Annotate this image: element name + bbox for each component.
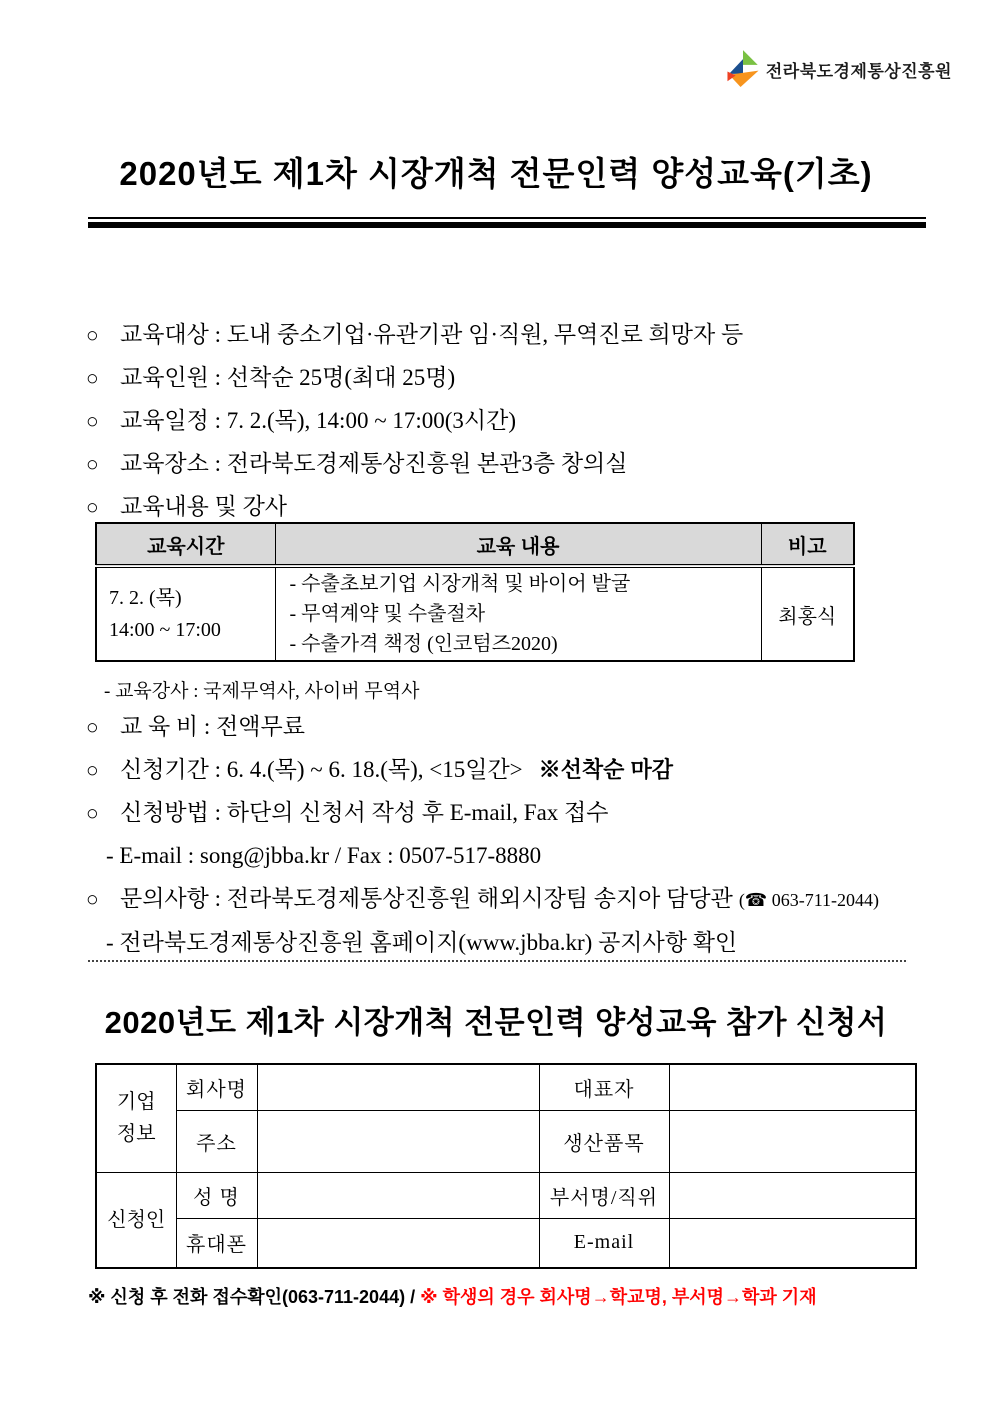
list-item-target — [86, 320, 743, 350]
name-input-cell — [257, 1172, 539, 1218]
bullet-icon: ○ — [86, 409, 99, 433]
email-fax-text: - E-mail : song@jbba.kr / Fax : 0507-517-8880 — [106, 843, 542, 868]
notice-detail-list — [86, 712, 879, 971]
mobile-input-cell — [257, 1218, 539, 1268]
application-form-table — [95, 1063, 917, 1269]
application-title: 2020년도 제1차 시장개척 전문인력 양성교육 참가 신청서 — [104, 1005, 888, 1040]
bullet-icon: ○ — [86, 801, 99, 825]
bullet-icon: ○ — [86, 887, 99, 911]
address-input-cell — [257, 1110, 539, 1172]
name-label: 성 명 — [176, 1172, 257, 1218]
notice-info-list — [86, 320, 743, 535]
period-deadline-text: ※선착순 마감 — [538, 757, 674, 782]
product-label: 생산품목 — [539, 1110, 669, 1172]
course-time-line2: 14:00 ~ 17:00 — [109, 619, 221, 641]
mobile-label: 휴대폰 — [176, 1218, 257, 1268]
course-table-header-row — [96, 523, 854, 566]
title-double-rule — [88, 217, 926, 228]
contact-text: 문의사항 : 전라북도경제통상진흥원 해외시장팀 송지아 담당관 — [120, 886, 733, 911]
course-header-note: 비고 — [761, 523, 854, 566]
fee-text: 교 육 비 : 전액무료 — [120, 714, 305, 739]
bullet-icon: ○ — [86, 366, 99, 390]
list-subitem-email-fax — [86, 841, 879, 871]
course-table — [95, 522, 855, 662]
schedule-text: 교육일정 : 7. 2.(목), 14:00 ~ 17:00(3시간) — [120, 408, 517, 433]
list-item-location — [86, 449, 743, 479]
ceo-input-cell — [669, 1064, 916, 1110]
dept-input-cell — [669, 1172, 916, 1218]
instructor-note: - 교육강사 : 국제무역사, 사이버 무역사 — [104, 681, 420, 702]
target-text: 교육대상 : 도내 중소기업·유관기관 임·직원, 무역진로 희망자 등 — [120, 322, 744, 347]
course-content-line1: - 수출초보기업 시장개척 및 바이어 발굴 — [289, 573, 631, 595]
form-row-mobile — [96, 1218, 916, 1268]
product-input-cell — [669, 1110, 916, 1172]
contents-text: 교육내용 및 강사 — [120, 494, 288, 519]
period-text: 신청기간 : 6. 4.(목) ~ 6. 18.(목), <15일간> — [120, 757, 523, 782]
footnote-red-text: ※ 학생의 경우 회사명→학교명, 부서명→학과 기재 — [420, 1287, 817, 1307]
notice-title: 2020년도 제1차 시장개척 전문인력 양성교육(기초) — [119, 155, 873, 192]
group-company-line1: 기업 — [116, 1091, 156, 1114]
course-header-time: 교육시간 — [96, 523, 275, 566]
company-name-input-cell — [257, 1064, 539, 1110]
contact-phone-text: (☎ 063-711-2044) — [738, 890, 880, 910]
list-item-contents — [86, 492, 743, 522]
email-input-cell — [669, 1218, 916, 1268]
bullet-icon: ○ — [86, 323, 99, 347]
course-content-line3: - 수출가격 책정 (인코텀즈2020) — [289, 633, 558, 655]
org-logo-icon — [725, 48, 761, 90]
address-label: 주소 — [176, 1110, 257, 1172]
bullet-icon: ○ — [86, 495, 99, 519]
company-name-label: 회사명 — [176, 1064, 257, 1110]
form-footnote — [88, 1283, 817, 1309]
location-text: 교육장소 : 전라북도경제통상진흥원 본관3층 창의실 — [120, 451, 628, 476]
course-table-row — [96, 566, 854, 661]
org-logo — [725, 48, 952, 90]
list-item-contact — [86, 884, 879, 915]
email-label: E-mail — [539, 1218, 669, 1268]
form-row-name — [96, 1172, 916, 1218]
dotted-separator — [88, 960, 906, 962]
list-item-fee — [86, 712, 879, 742]
bullet-icon: ○ — [86, 715, 99, 739]
form-row-address — [96, 1110, 916, 1172]
course-note-cell: 최홍식 — [761, 566, 854, 661]
ceo-label: 대표자 — [539, 1064, 669, 1110]
capacity-text: 교육인원 : 선착순 25명(최대 25명) — [120, 365, 456, 390]
form-row-company — [96, 1064, 916, 1110]
bullet-icon: ○ — [86, 452, 99, 476]
dept-label: 부서명/직위 — [539, 1172, 669, 1218]
list-subitem-homepage — [86, 928, 879, 958]
homepage-text: - 전라북도경제통상진흥원 홈페이지(www.jbba.kr) 공지사항 확인 — [106, 930, 738, 955]
group-company-line2: 정보 — [116, 1123, 156, 1146]
list-item-period — [86, 755, 879, 785]
org-logo-text: 전라북도경제통상진흥원 — [765, 61, 952, 81]
course-content-line2: - 무역계약 및 수출절차 — [289, 603, 486, 625]
list-item-schedule — [86, 406, 743, 436]
list-item-method — [86, 798, 879, 828]
footnote-black-text: ※ 신청 후 전화 접수확인(063-711-2044) / — [88, 1287, 421, 1307]
form-group-company-info — [96, 1064, 176, 1172]
form-group-applicant: 신청인 — [96, 1172, 176, 1268]
course-time-cell — [96, 566, 275, 661]
list-item-capacity — [86, 363, 743, 393]
method-text: 신청방법 : 하단의 신청서 작성 후 E-mail, Fax 접수 — [120, 800, 609, 825]
course-content-cell — [275, 566, 761, 661]
course-time-line1: 7. 2. (목) — [109, 587, 182, 609]
bullet-icon: ○ — [86, 758, 99, 782]
course-header-content: 교육 내용 — [275, 523, 761, 566]
